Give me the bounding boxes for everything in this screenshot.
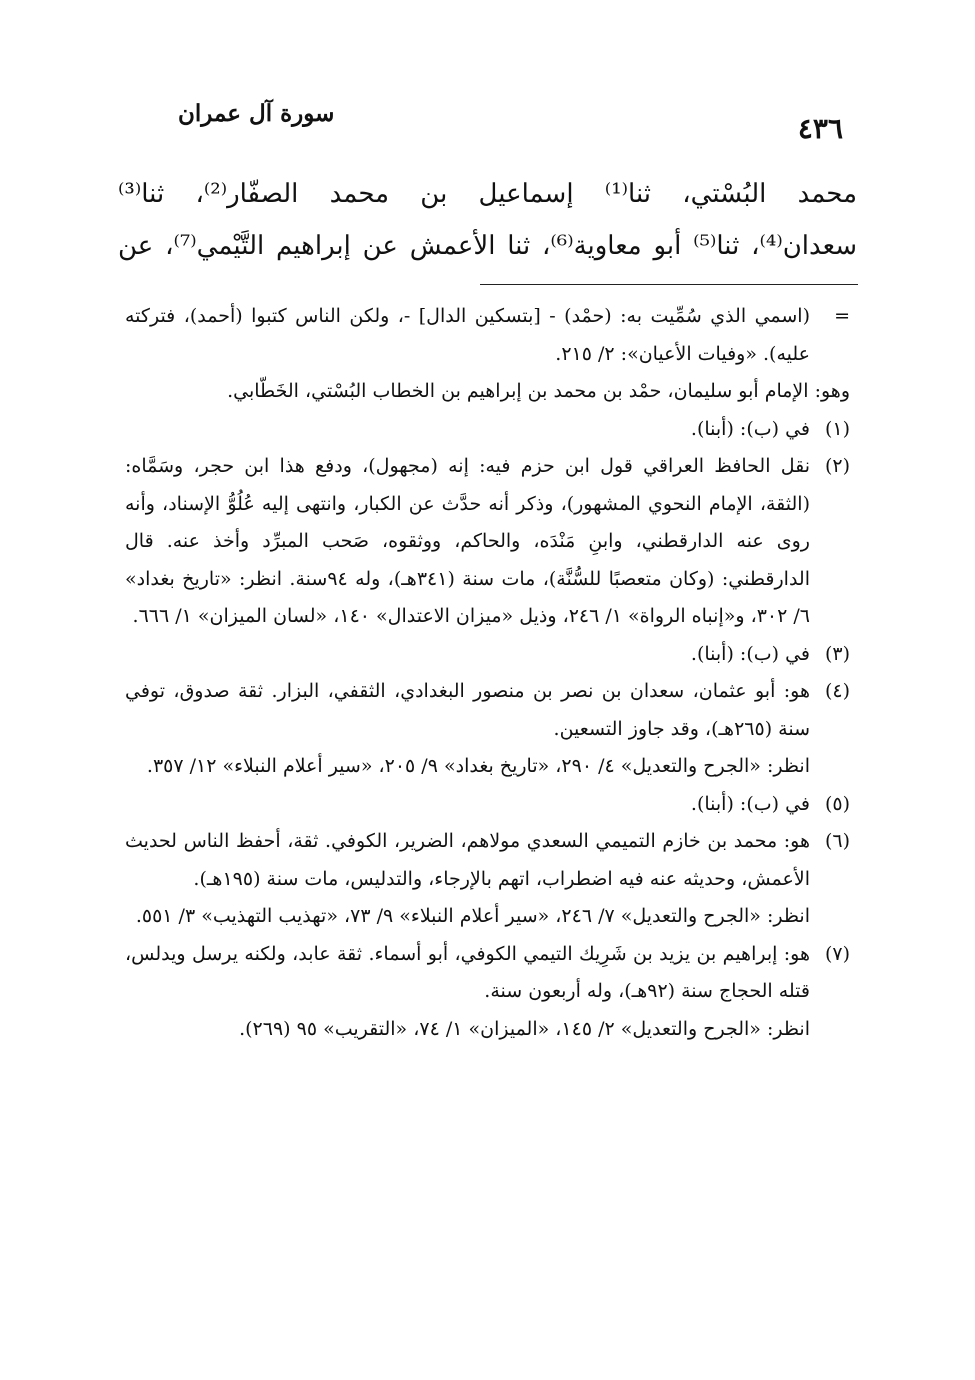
main-text	[118, 168, 857, 272]
footnote-1	[125, 411, 850, 449]
page-number: ٤٣٦	[797, 112, 843, 145]
footnote-text: في (ب): (أبنا).	[690, 417, 810, 440]
footnote-marker: (٣)	[824, 642, 850, 665]
footnote-text: في (ب): (أبنا).	[690, 642, 810, 665]
footnote-text: انظر: «الجرح والتعديل» ٢/ ١٤٥، «الميزان» ١/ ٧٤، «التقريب» ٩٥ (٢٦٩).	[239, 1017, 810, 1040]
footnote-continuation-line	[125, 373, 850, 411]
footnote-text: في (ب): (أبنا).	[690, 792, 810, 815]
main-text-line: محمد البُسْتي، ثنا⁽¹⁾ إسماعيل بن محمد الصفّار⁽²⁾، ثنا⁽³⁾	[118, 179, 858, 209]
footnote-3	[125, 636, 850, 674]
footnote-text: هو: أبو عثمان، سعدان بن نصر بن منصور البغدادي، الثقفي، البزار. ثقة صدوق، توفي سنة (٢٦٥هـ)، وقد جاوز التسعين.	[125, 680, 810, 740]
footnote-marker: (٧)	[824, 942, 850, 965]
footnote-marker: (٦)	[824, 830, 850, 852]
footnote-7	[125, 936, 850, 1049]
footnote-marker: (١)	[824, 417, 850, 440]
footnote-marker: =	[834, 305, 850, 327]
footnote-2	[125, 448, 850, 636]
footnote-6	[125, 823, 850, 936]
main-text-line: سعدان⁽⁴⁾، ثنا⁽⁵⁾ أبو معاوية⁽⁶⁾، ثنا الأعمش عن إبراهيم التَّيْمي⁽⁷⁾، عن	[118, 231, 857, 261]
footnote-text: (اسمي الذي سُمِّيت به: (حمْد) - [بتسكين الدال] -، ولكن الناس كتبوا (أحمد)، فتركته عليه). «وفيات الأعيان»: ٢/ ٢١٥.	[125, 305, 810, 365]
footnote-text: نقل الحافظ العراقي قول ابن حزم فيه: إنه (مجهول)، ودفع هذا ابن حجر، وسَمَّاه: (الثقة، الإمام النحوي المشهور)، وذكر أنه حدَّث عن الكبار، وانتهى إليه عُلُوُّ الإسناد، وأنه روى عنه الدارقطني، وابنِ مَنْدَه، والحاكم، ووثقوه، صَحب المبرِّد وأخذ عنه. قال الدارقطني: (وكان متعصبًا للسُّنَّة)، مات سنة (٣٤١هـ)، وله ٩٤سنة. انظر: «تاريخ بغداد» ٦/ ٣٠٢، و«إنباه الرواة» ١/ ٢٤٦، وذيل «ميزان الاعتدال» ١٤٠، «لسان الميزان» ١/ ٦٦٦.	[125, 455, 810, 627]
footnote-text: هو: إبراهيم بن يزيد بن شَرِيك التيمي الكوفي، أبو أسماء. ثقة عابد، ولكنه يرسل ويدلس، قتله الحجاج سنة (٩٢هـ)، وله أربعون سنة.	[125, 942, 810, 1002]
footnote-marker: (٢)	[824, 455, 850, 477]
footnote-marker: (٤)	[824, 680, 850, 702]
footnote-text: وهو: الإمام أبو سليمان، حمْد بن محمد بن إبراهيم بن الخطاب البُسْتي، الخَطّابي.	[227, 380, 850, 402]
footnote-divider	[480, 284, 858, 285]
footnote-5	[125, 786, 850, 824]
footnote-text: انظر: «الجرح والتعديل» ٧/ ٢٤٦، «سير أعلام النبلاء» ٩/ ٧٣، «تهذيب التهذيب» ٣/ ٥٥١.	[135, 905, 810, 927]
footnote-text: هو: محمد بن خازم التميمي السعدي مولاهم، الضرير، الكوفي. ثقة، أحفظ الناس لحديث الأعمش، وحديثه عنه فيه اضطراب، اتهم بالإرجاء، والتدليس، مات سنة (١٩٥هـ).	[125, 830, 810, 890]
footnote-marker: (٥)	[824, 792, 850, 815]
running-header-title: سورة آل عمران	[178, 100, 335, 127]
footnote-4	[125, 673, 850, 786]
footnote-text: انظر: «الجرح والتعديل» ٤/ ٢٩٠، «تاريخ بغداد» ٩/ ٢٠٥، «سير أعلام النبلاء» ١٢/ ٣٥٧.	[146, 755, 810, 777]
footnotes	[125, 298, 850, 1048]
footnote-continuation	[125, 298, 850, 373]
